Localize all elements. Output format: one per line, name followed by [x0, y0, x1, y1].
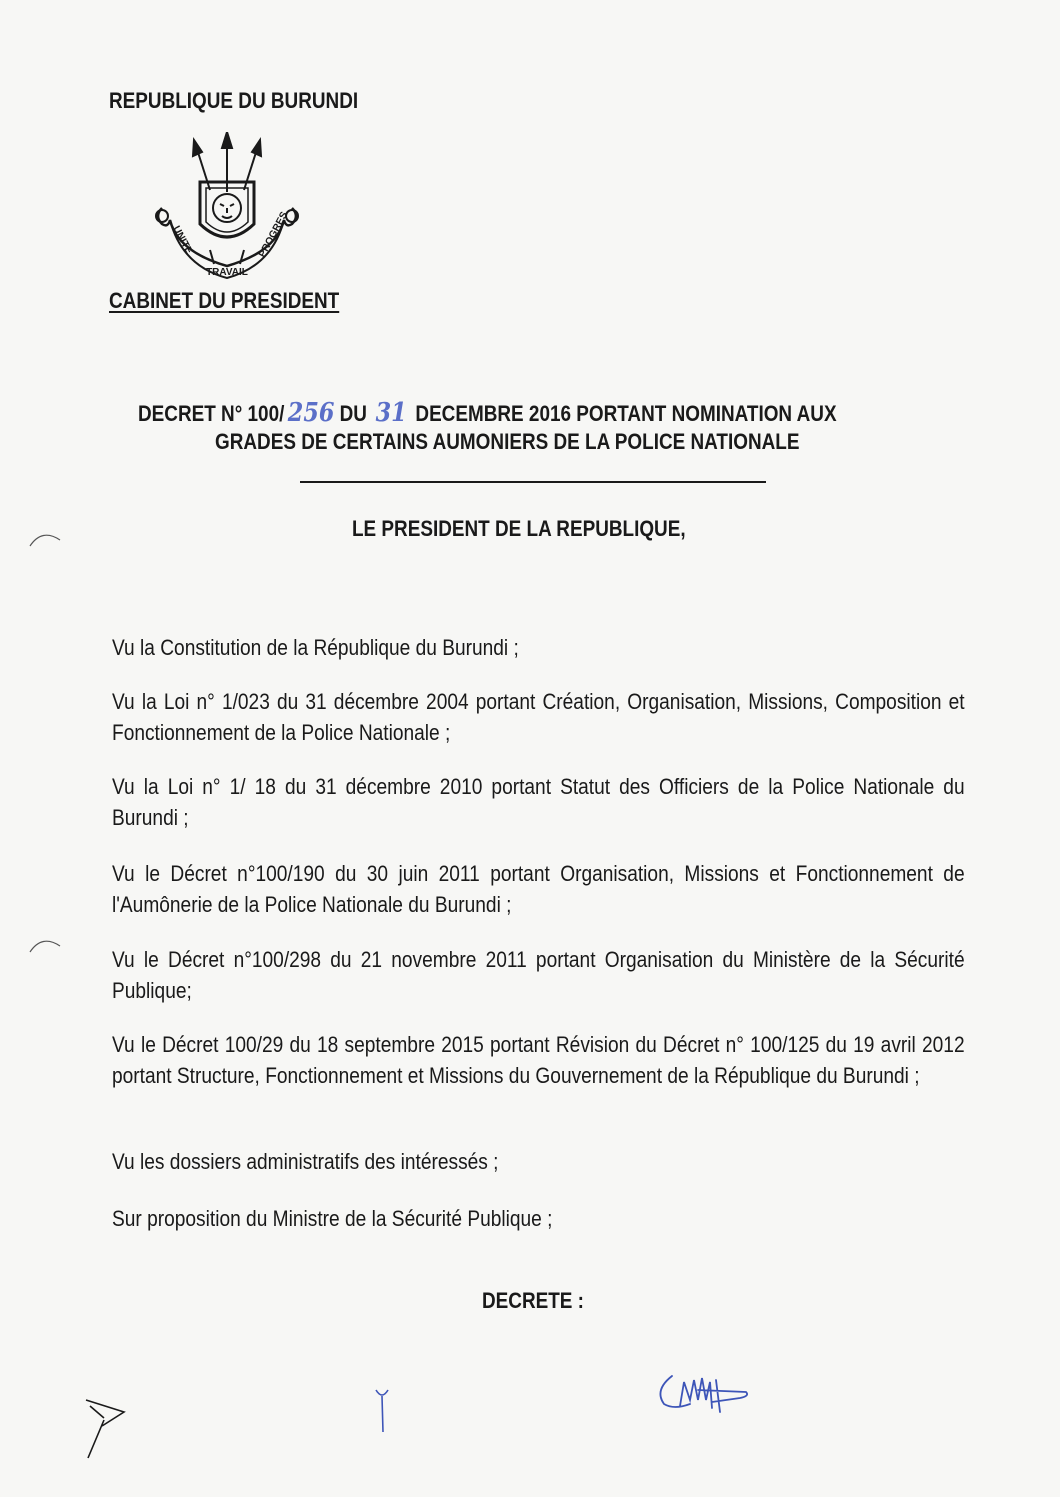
decree-prefix: DECRET N° 100/	[138, 401, 285, 426]
paragraph-decret-29: Vu le Décret 100/29 du 18 septembre 2015 portant Révision du Décret n° 100/125 du 19 avril 2012 portant Structure, Fonctionnement et Missions du Gouvernement de la République du Burundi ;	[112, 1032, 965, 1088]
paragraph-decret-190: Vu le Décret n°100/190 du 30 juin 2011 portant Organisation, Missions et Fonctionnement de l'Aumônerie de la Police Nationale du Burundi ;	[112, 861, 965, 917]
paragraph-decret-298: Vu le Décret n°100/298 du 21 novembre 2011 portant Organisation du Ministère de la Sécurité Publique;	[112, 947, 965, 1003]
paragraph-loi-2010: Vu la Loi n° 1/ 18 du 31 décembre 2010 portant Statut des Officiers de la Police Nationale du Burundi ;	[112, 774, 965, 830]
president-heading: LE PRESIDENT DE LA REPUBLIQUE,	[352, 516, 686, 541]
decree-title-line2: GRADES DE CERTAINS AUMONIERS DE LA POLICE NATIONALE	[215, 429, 800, 454]
title-divider	[300, 481, 766, 483]
paragraph-loi-2004: Vu la Loi n° 1/023 du 31 décembre 2004 portant Création, Organisation, Missions, Composition et Fonctionnement de la Police Nationale ;	[112, 689, 965, 745]
paragraph-dossiers: Vu les dossiers administratifs des intéressés ;	[112, 1149, 499, 1174]
punch-mark-icon	[28, 932, 62, 954]
decree-du: DU	[339, 401, 367, 426]
handwritten-decree-number: 256	[287, 398, 335, 428]
motto-progres: PROGRES	[256, 210, 291, 260]
paragraph-constitution: Vu la Constitution de la République du Burundi ;	[112, 635, 519, 660]
handwritten-decree-day: 31	[375, 398, 407, 428]
paragraph-proposition: Sur proposition du Ministre de la Sécurité Publique ;	[112, 1206, 553, 1231]
decrete-heading: DECRETE :	[482, 1288, 584, 1313]
motto-travail: TRAVAIL	[206, 267, 248, 278]
office-heading: CABINET DU PRESIDENT	[109, 288, 340, 313]
decree-title-line1	[138, 398, 837, 428]
initials-paraph-left-icon	[80, 1392, 130, 1464]
decree-title-rest: DECEMBRE 2016 PORTANT NOMINATION AUX	[415, 401, 837, 426]
country-heading: REPUBLIQUE DU BURUNDI	[109, 88, 359, 113]
coat-of-arms-emblem	[148, 132, 306, 284]
signature-icon	[650, 1368, 754, 1420]
motto-unite: UNITE	[170, 224, 195, 256]
initials-paraph-middle-icon	[372, 1386, 394, 1436]
punch-mark-icon	[28, 526, 62, 548]
